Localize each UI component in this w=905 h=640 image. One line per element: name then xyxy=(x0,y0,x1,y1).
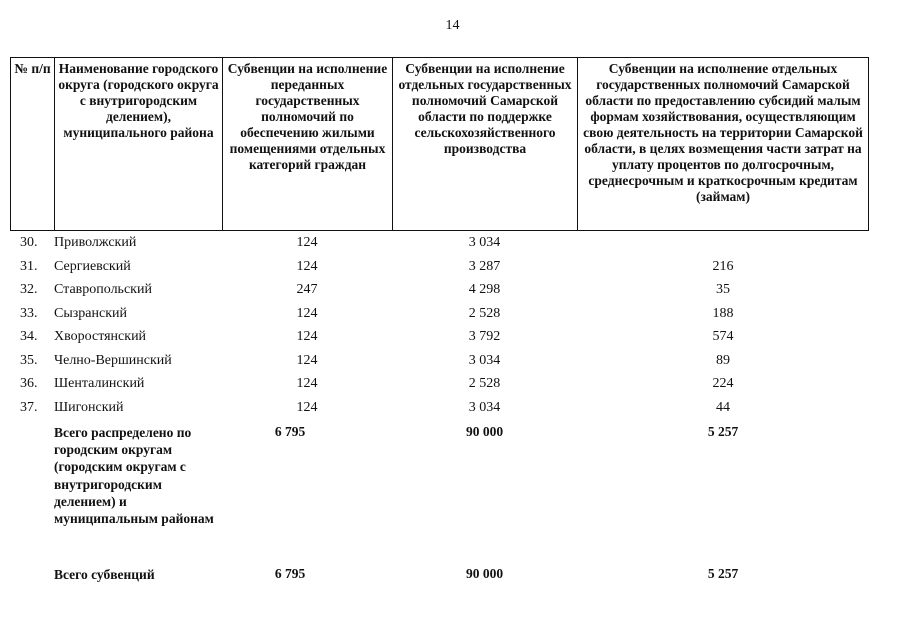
row-value-agriculture: 3 034 xyxy=(468,399,501,415)
header-housing-subvention: Субвенции на исполнение переданных государственных полномочий по обеспечению жилыми помещениями отдельных категорий граждан xyxy=(223,58,393,230)
row-value-housing: 124 xyxy=(296,376,318,391)
table-header xyxy=(10,57,869,231)
table-row xyxy=(10,373,869,396)
row-value-housing: 124 xyxy=(296,399,318,415)
table-row xyxy=(10,397,869,420)
page-number: 14 xyxy=(445,18,460,33)
row-number: 35. xyxy=(20,352,38,368)
total-distributed-agriculture: 90 000 xyxy=(465,424,504,439)
row-name: Шигонский xyxy=(54,399,124,415)
row-name: Шенталинский xyxy=(54,376,145,391)
table-row xyxy=(10,256,869,279)
table-row xyxy=(10,326,869,349)
table-row xyxy=(10,232,869,255)
total-subventions-label: Всего субвенций xyxy=(54,567,155,582)
row-value-agriculture: 2 528 xyxy=(468,376,501,391)
row-value-small-business: 224 xyxy=(712,376,734,391)
total-distributed-label: Всего распределено по городским округам (городским округам с внутригородским делением) и муниципальным районам xyxy=(54,425,214,527)
header-number: № п/п xyxy=(11,58,55,230)
row-number: 34. xyxy=(20,329,38,344)
row-number: 33. xyxy=(20,305,38,321)
total-distributed-small-business: 5 257 xyxy=(707,424,739,439)
row-value-small-business: 44 xyxy=(716,399,730,415)
row-value-housing: 124 xyxy=(296,235,318,250)
row-name: Хворостянский xyxy=(54,329,147,344)
row-name: Ставропольский xyxy=(54,282,152,297)
row-number: 31. xyxy=(20,258,38,274)
total-distributed-housing: 6 795 xyxy=(274,424,306,439)
row-value-agriculture: 3 792 xyxy=(468,329,501,344)
row-value-housing: 124 xyxy=(296,329,318,344)
row-number: 36. xyxy=(20,376,38,391)
table-row xyxy=(10,350,869,373)
total-subventions-row xyxy=(10,566,869,588)
total-subventions-agriculture: 90 000 xyxy=(465,566,504,581)
row-name: Челно-Вершинский xyxy=(54,352,172,368)
row-number: 37. xyxy=(20,399,38,415)
row-name: Приволжский xyxy=(54,235,137,250)
row-value-agriculture: 3 034 xyxy=(468,352,501,368)
row-value-housing: 124 xyxy=(296,352,318,368)
row-value-small-business: 188 xyxy=(712,305,734,321)
row-name: Сергиевский xyxy=(54,258,131,274)
total-distributed-row xyxy=(10,424,869,560)
total-subventions-small-business: 5 257 xyxy=(707,566,739,581)
row-value-housing: 124 xyxy=(296,258,318,274)
row-value-agriculture: 4 298 xyxy=(468,282,501,297)
row-number: 30. xyxy=(20,235,38,250)
row-value-agriculture: 3 287 xyxy=(468,258,501,274)
row-value-housing: 124 xyxy=(296,305,318,321)
table-row xyxy=(10,303,869,326)
row-value-agriculture: 2 528 xyxy=(468,305,501,321)
row-value-small-business: 574 xyxy=(712,329,734,344)
row-value-small-business: 216 xyxy=(712,258,734,274)
row-value-small-business: 89 xyxy=(716,352,730,368)
header-agriculture-subvention: Субвенции на исполнение отдельных государственных полномочий Самарской области по поддержке сельскохозяйственного производства xyxy=(393,58,578,230)
table-row xyxy=(10,279,869,302)
row-number: 32. xyxy=(20,282,38,297)
row-value-housing: 247 xyxy=(296,282,318,297)
row-value-agriculture: 3 034 xyxy=(468,235,501,250)
header-municipality: Наименование городского округа (городского округа с внутригородским делением), муниципального района xyxy=(55,58,223,230)
total-subventions-housing: 6 795 xyxy=(274,566,306,581)
row-name: Сызранский xyxy=(54,305,127,321)
header-small-business-subvention: Субвенции на исполнение отдельных государственных полномочий Самарской области по предоставлению субсидий малым формам хозяйствования, осуществляющим свою деятельность на территории Самарской области, в целях возмещения части затрат на уплату процентов по долгосрочным, среднесрочным и краткосрочным кредитам (займам) xyxy=(583,61,863,204)
row-value-small-business: 35 xyxy=(716,282,730,297)
